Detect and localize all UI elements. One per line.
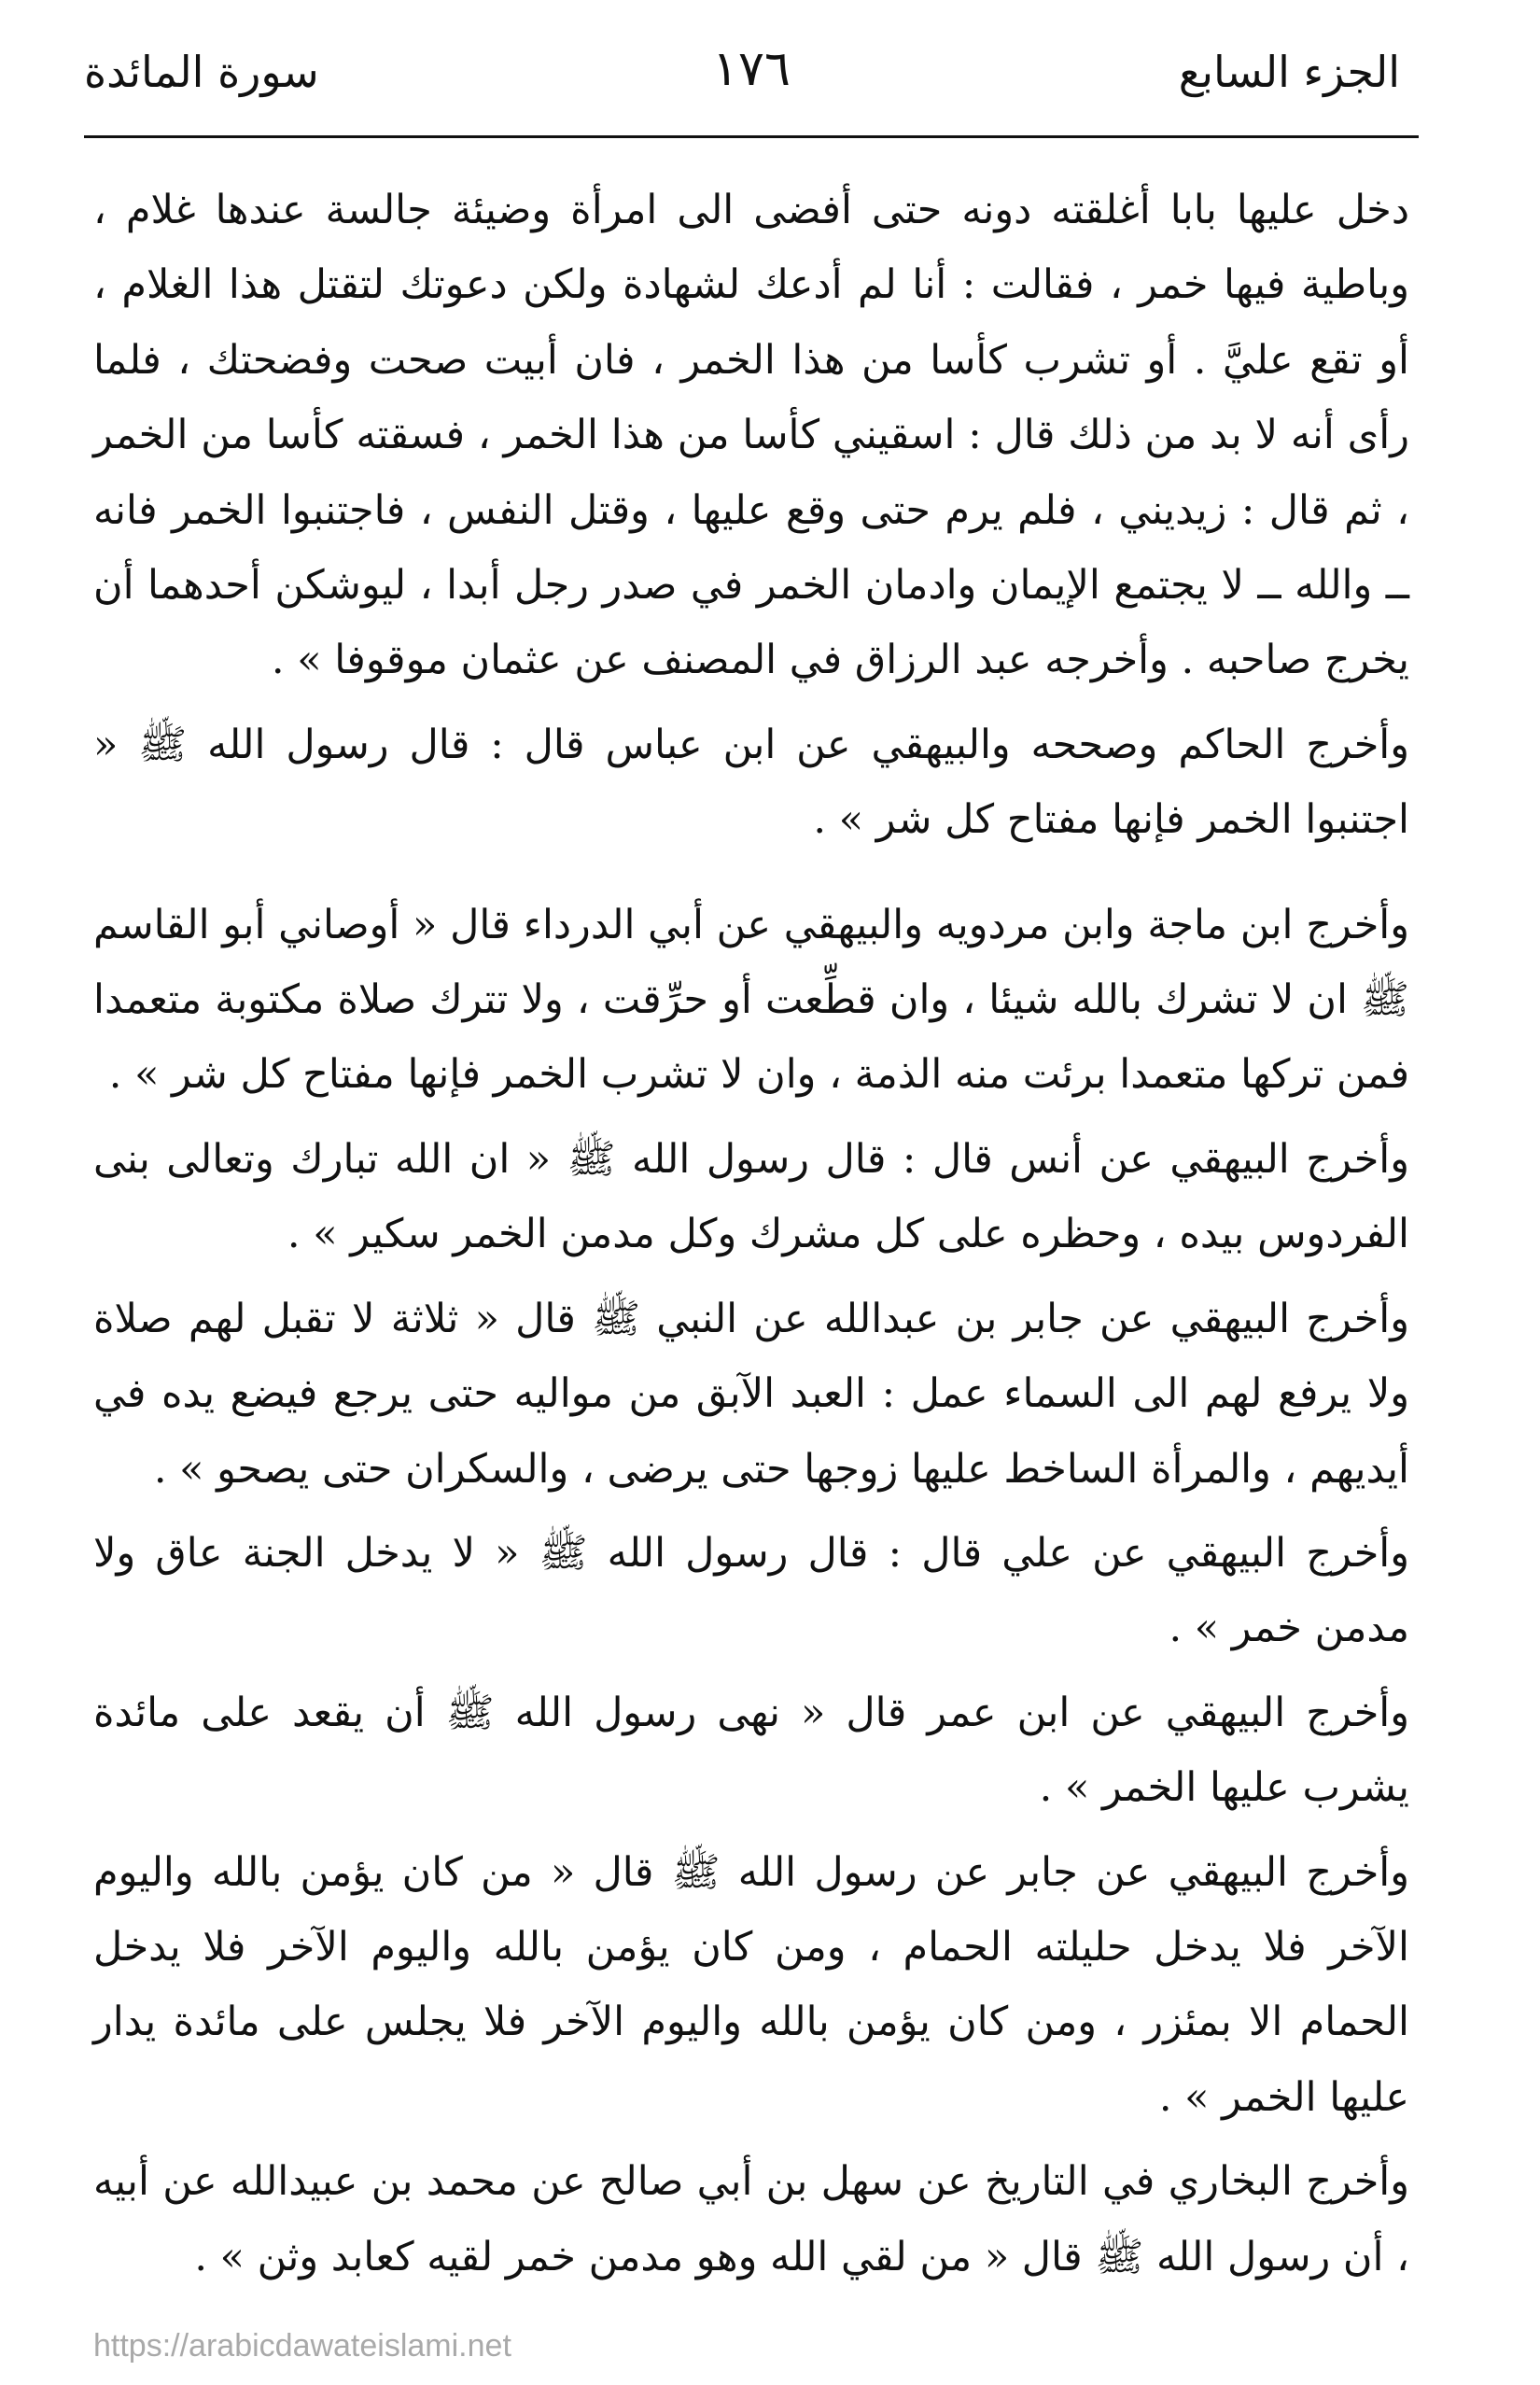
paragraph-3: وأخرج ابن ماجة وابن مردويه والبيهقي عن أبي الدرداء قال « أوصاني أبو القاسم ﷺ ان لا تشرك بالله شيئا ، وان قطِّعت أو حرِّقت ، ولا تترك صلاة مكتوبة متعمدا فمن تركها متعمدا برئت منه الذمة ، وان لا تشرب الخمر فإنها مفتاح كل شر » . — [93, 901, 1409, 1099]
header-divider — [84, 135, 1419, 138]
paragraph-7: وأخرج البيهقي عن ابن عمر قال « نهى رسول الله ﷺ أن يقعد على مائدة يشرب عليها الخمر » . — [93, 1689, 1409, 1812]
page-header — [84, 37, 1419, 140]
paragraph-4: وأخرج البيهقي عن أنس قال : قال رسول الله ﷺ « ان الله تبارك وتعالى بنى الفردوس بيده ، وحظره على كل مشرك وكل مدمن الخمر سكير » . — [93, 1135, 1409, 1258]
surah-title: سورة المائدة — [84, 47, 319, 97]
source-watermark: https://arabicdawateislami.net — [93, 2328, 511, 2364]
paragraph-6: وأخرج البيهقي عن علي قال : قال رسول الله ﷺ « لا يدخل الجنة عاق ولا مدمن خمر » . — [93, 1529, 1409, 1652]
page-body — [93, 173, 1409, 2304]
paragraph-5: وأخرج البيهقي عن جابر بن عبدالله عن النبي ﷺ قال « ثلاثة لا تقبل لهم صلاة ولا يرفع لهم الى السماء عمل : العبد الآبق من مواليه حتى يرجع فيضع يده في أيديهم ، والمرأة الساخط عليها زوجها حتى يرضى ، والسكران حتى يصحو » . — [93, 1295, 1409, 1493]
paragraph-8: وأخرج البيهقي عن جابر عن رسول الله ﷺ قال « من كان يؤمن بالله واليوم الآخر فلا يدخل حليلته الحمام ، ومن كان يؤمن بالله واليوم الآخر فلا يدخل الحمام الا بمئزر ، ومن كان يؤمن بالله واليوم الآخر فلا يجلس على مائدة يدار عليها الخمر » . — [93, 1848, 1409, 2121]
part-title: الجزء السابع — [1178, 47, 1400, 97]
page-number: ١٧٦ — [712, 41, 791, 97]
paragraph-9: وأخرج البخاري في التاريخ عن سهل بن أبي صالح عن محمد بن عبيدالله عن أبيه ، أن رسول الله ﷺ قال « من لقي الله وهو مدمن خمر لقيه كعابد وثن » . — [93, 2158, 1409, 2280]
paragraph-2: وأخرج الحاكم وصححه والبيهقي عن ابن عباس قال : قال رسول الله ﷺ « اجتنبوا الخمر فإنها مفتاح كل شر » . — [93, 721, 1409, 844]
paragraph-1: دخل عليها بابا أغلقته دونه حتى أفضى الى امرأة وضيئة جالسة عندها غلام ، وباطية فيها خمر ، فقالت : أنا لم أدعك لشهادة ولكن دعوتك لتقتل هذا الغلام ، أو تقع عليَّ . أو تشرب كأسا من هذا الخمر ، فان أبيت صحت وفضحتك ، فلما رأى أنه لا بد من ذلك قال : اسقيني كأسا من هذا الخمر ، فسقته كأسا من الخمر ، ثم قال : زيديني ، فلم يرم حتى وقع عليها ، وقتل النفس ، فاجتنبوا الخمر فانه ــ والله ــ لا يجتمع الإيمان وادمان الخمر في صدر رجل أبدا ، ليوشكن أحدهما أن يخرج صاحبه . وأخرجه عبد الرزاق في المصنف عن عثمان موقوفا » . — [93, 187, 1409, 684]
